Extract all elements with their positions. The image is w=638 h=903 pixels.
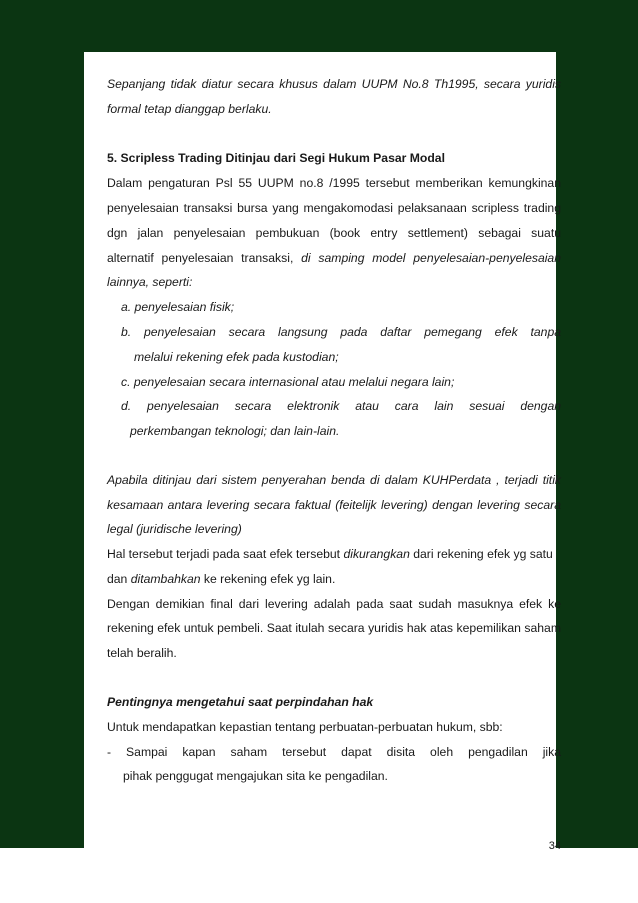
- text-span: ke rekening efek yg lain.: [200, 572, 336, 586]
- text-span-italic: ditambahkan: [130, 572, 201, 586]
- paragraph-line: Sepanjang tidak diatur secara khusus dalam UUPM No.8 Th1995, secara yuridis: [107, 77, 561, 91]
- paragraph-line: [107, 250, 561, 267]
- list-item: b. penyelesaian secara langsung pada daftar pemegang efek tanpa: [121, 325, 561, 339]
- text-span: Hal tersebut terjadi pada saat efek tersebut: [107, 547, 344, 561]
- text-span-italic: di samping model penyelesaian-penyelesaian: [293, 251, 561, 265]
- page-number: 34: [548, 840, 561, 852]
- paragraph-line: [107, 571, 561, 588]
- text-span: dan: [107, 572, 131, 586]
- section-heading: Pentingnya mengetahui saat perpindahan hak: [107, 695, 374, 709]
- list-item: c. penyelesaian secara internasional atau melalui negara lain;: [121, 375, 455, 389]
- text-span: dari rekening efek yg satu: [409, 547, 553, 561]
- text-span-italic: dikurangkan: [343, 547, 410, 561]
- paragraph-line: Untuk mendapatkan kepastian tentang perbuatan-perbuatan hukum, sbb:: [107, 720, 503, 734]
- list-item: a. penyelesaian fisik;: [121, 300, 235, 314]
- paragraph-line: Apabila ditinjau dari sistem penyerahan benda di dalam KUHPerdata , terjadi titik: [107, 473, 561, 487]
- paragraph-line: rekening efek untuk pembeli. Saat itulah secara yuridis hak atas kepemilikan saham: [107, 621, 561, 635]
- paragraph-line: dgn jalan penyelesaian pembukuan (book entry settlement) sebagai suatu: [107, 226, 561, 240]
- paragraph-line: lainnya, seperti:: [107, 275, 193, 289]
- paragraph-line: [107, 546, 561, 563]
- paragraph-line: Dalam pengaturan Psl 55 UUPM no.8 /1995 tersebut memberikan kemungkinan: [107, 176, 561, 190]
- list-item-continued: melalui rekening efek pada kustodian;: [134, 350, 339, 364]
- paragraph-line: legal (juridische levering): [107, 522, 242, 536]
- section-heading: 5. Scripless Trading Ditinjau dari Segi Hukum Pasar Modal: [107, 151, 445, 165]
- paragraph-line: formal tetap dianggap berlaku.: [107, 102, 272, 116]
- bullet-item: - Sampai kapan saham tersebut dapat disita oleh pengadilan jika: [107, 745, 561, 759]
- list-item-continued: perkembangan teknologi; dan lain-lain.: [130, 424, 340, 438]
- paragraph-line: penyelesaian transaksi bursa yang mengakomodasi pelaksanaan scripless trading: [107, 201, 561, 215]
- bullet-item-continued: pihak penggugat mengajukan sita ke pengadilan.: [123, 769, 388, 783]
- paragraph-line: telah beralih.: [107, 646, 177, 660]
- paragraph-line: kesamaan antara levering secara faktual (feitelijk levering) dengan levering secara: [107, 498, 561, 512]
- paragraph-line: Dengan demikian final dari levering adalah pada saat sudah masuknya efek ke: [107, 597, 561, 611]
- text-span: alternatif penyelesaian transaksi,: [107, 251, 294, 265]
- list-item: d. penyelesaian secara elektronik atau cara lain sesuai dengan: [121, 399, 561, 413]
